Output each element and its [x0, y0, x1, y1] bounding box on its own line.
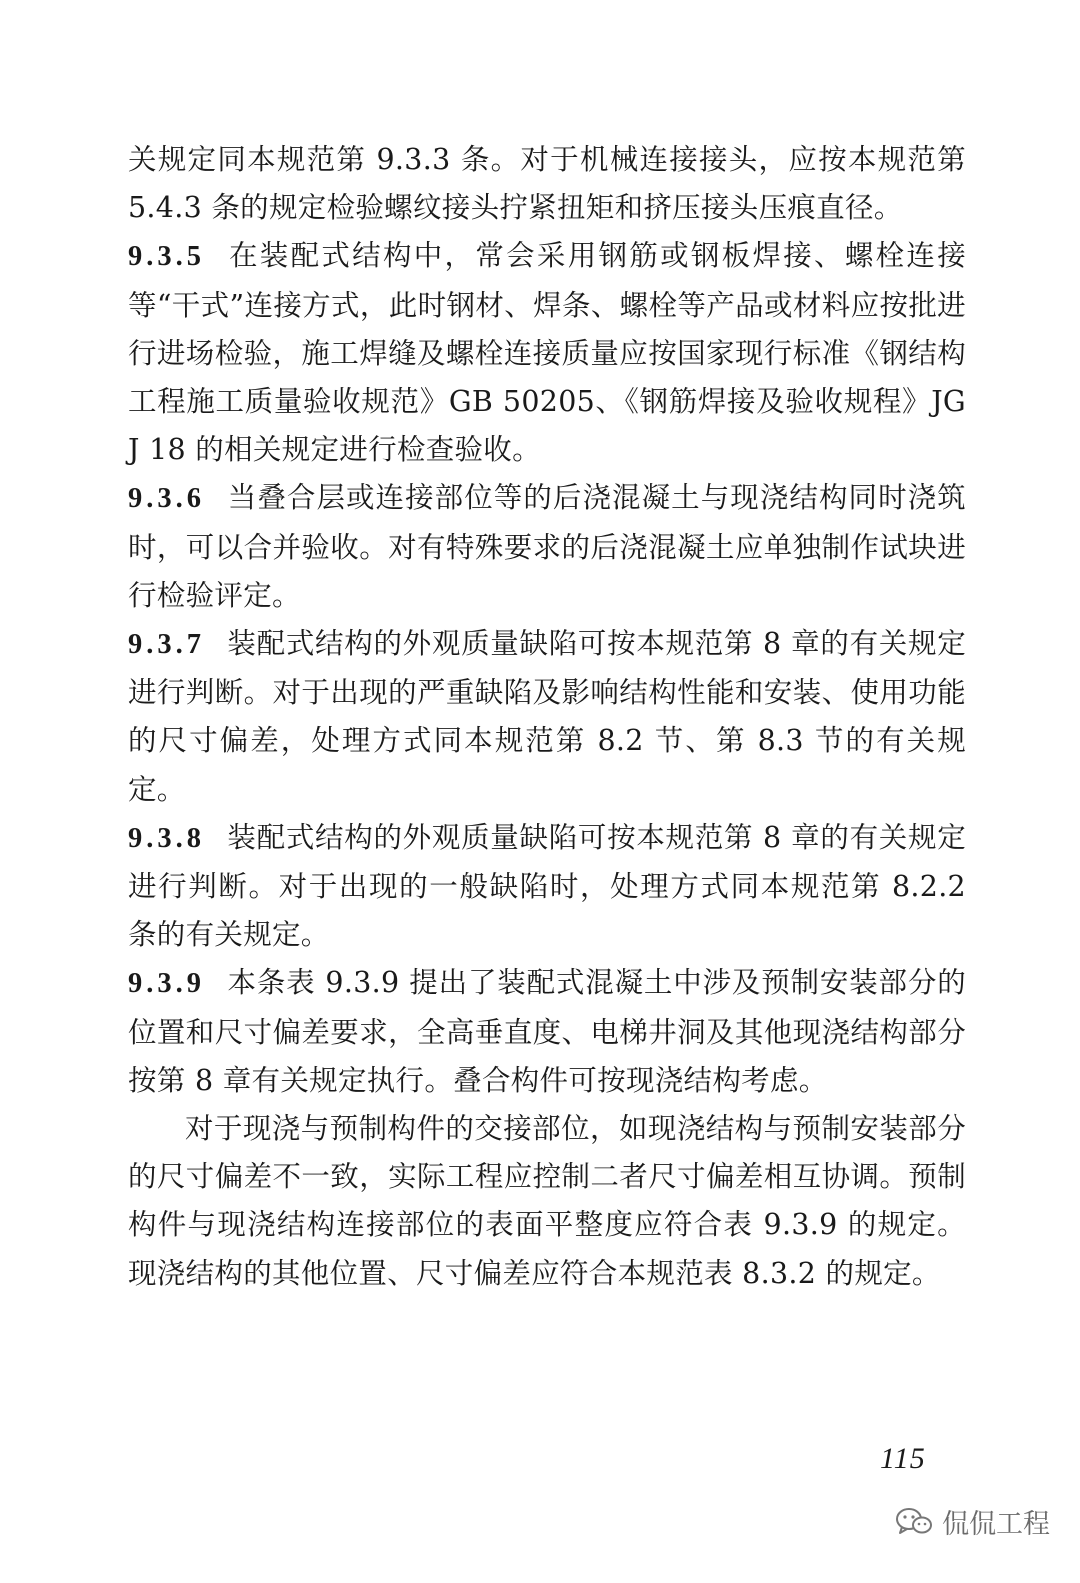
paragraph-continuation [128, 136, 966, 232]
paragraph-text: 对于现浇与预制构件的交接部位，如现浇结构与预制安装部分的尺寸偏差不一致，实际工程应控制二者尺寸偏差相互协调。预制构件与现浇结构连接部位的表面平整度应符合表 9.3.9 的规定。现浇结构的其他位置、尺寸偏差应符合本规范表 8.3.2 的规定。 [128, 1112, 966, 1290]
paragraph-text: 在装配式结构中，常会采用钢筋或钢板焊接、螺栓连接等“干式”连接方式，此时钢材、焊条、螺栓等产品或材料应按批进行进场检验，施工焊缝及螺栓连接质量应按国家现行标准《钢结构工程施工质量验收规范》GB 50205、《钢筋焊接及验收规程》JGJ 18 的相关规定进行检查验收。 [128, 239, 966, 467]
section-number: 9.3.6 [128, 483, 205, 515]
page-number: 115 [880, 1442, 926, 1475]
watermark-text: 侃侃工程 [942, 1509, 1050, 1540]
section-9-3-6 [128, 474, 966, 620]
paragraph-text: 装配式结构的外观质量缺陷可按本规范第 8 章的有关规定进行判断。对于出现的一般缺陷时，处理方式同本规范第 8.2.2 条的有关规定。 [128, 820, 966, 952]
section-9-3-5 [128, 232, 966, 474]
section-number: 9.3.5 [128, 241, 205, 273]
section-number: 9.3.8 [128, 822, 205, 854]
paragraph-text: 当叠合层或连接部位等的后浇混凝土与现浇结构同时浇筑时，可以合并验收。对有特殊要求的后浇混凝土应单独制作试块进行检验评定。 [128, 481, 966, 612]
section-9-3-8 [128, 814, 966, 960]
paragraph-text: 本条表 9.3.9 提出了装配式混凝土中涉及预制安装部分的位置和尺寸偏差要求，全高垂直度、电梯井洞及其他现浇结构部分按第 8 章有关规定执行。叠合构件可按现浇结构考虑。 [128, 966, 966, 1097]
section-9-3-9 [128, 959, 966, 1105]
paragraph-text: 关规定同本规范第 9.3.3 条。对于机械连接接头，应按本规范第 5.4.3 条的规定检验螺纹接头拧紧扭矩和挤压接头压痕直径。 [128, 143, 966, 225]
section-number: 9.3.9 [128, 968, 205, 1000]
body-text [128, 136, 966, 1298]
paragraph-text: 装配式结构的外观质量缺陷可按本规范第 8 章的有关规定进行判断。对于出现的严重缺陷及影响结构性能和安装、使用功能的尺寸偏差，处理方式同本规范第 8.2 节、第 8.3 节的有关规定。 [128, 627, 966, 806]
wechat-icon [894, 1506, 934, 1538]
paragraph-explanation [128, 1105, 966, 1298]
watermark [894, 1502, 1050, 1541]
section-9-3-7 [128, 620, 966, 814]
section-number: 9.3.7 [128, 629, 205, 661]
